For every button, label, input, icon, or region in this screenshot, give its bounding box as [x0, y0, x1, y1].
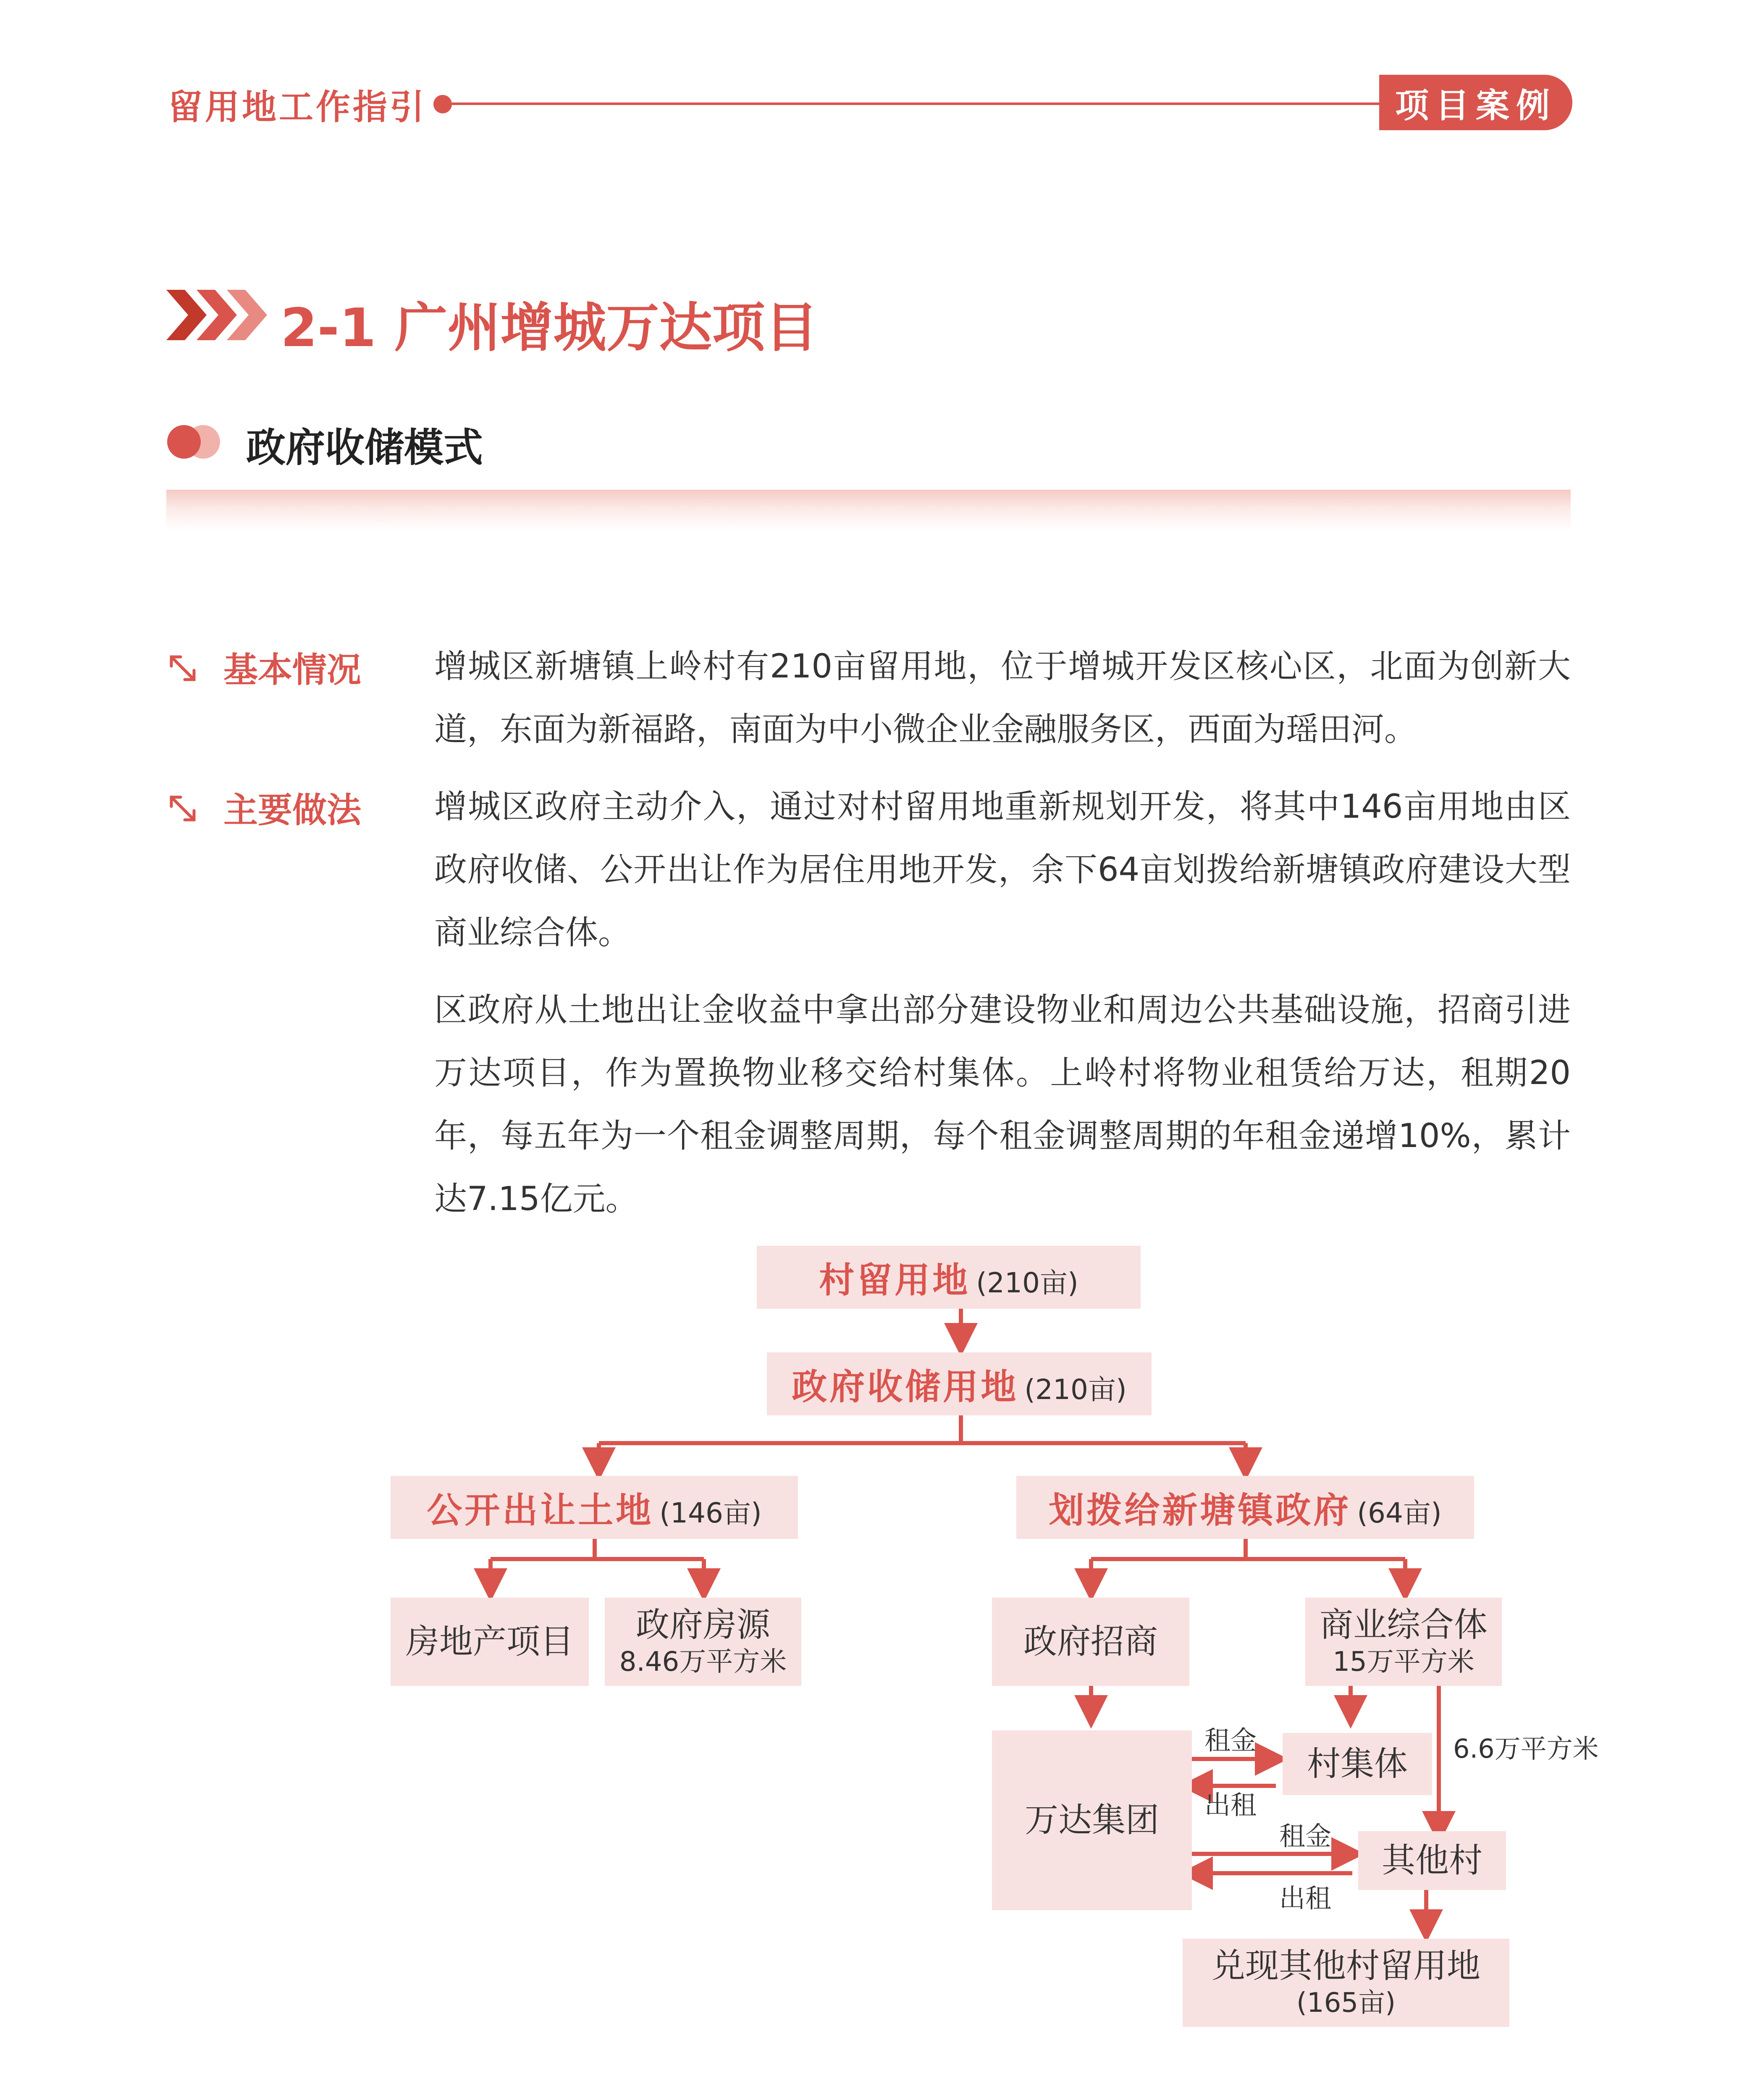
- header-badge: 项目案例: [1379, 75, 1572, 130]
- basic-label: 基本情况: [223, 650, 362, 690]
- method-label: 主要做法: [223, 790, 362, 830]
- flow-village-collective: 村集体: [1283, 1733, 1432, 1795]
- flow-label-lease-2: 出租: [1279, 1883, 1332, 1914]
- method-paragraph-1: 增城区政府主动介入，通过对村留用地重新规划开发，将其中146亩用地由区政府收储、公开出让作为居住用地开发，余下64亩划拨给新塘镇政府建设大型商业综合体。: [434, 788, 1571, 952]
- flow-label-lease-1: 出租: [1204, 1790, 1257, 1820]
- flow-gov-invest: 政府招商: [992, 1598, 1189, 1686]
- basic-text: 增城区新塘镇上岭村有210亩留用地，位于增城开发区核心区，北面为创新大道，东面为新福路，南面为中小微企业金融服务区，西面为瑶田河。: [434, 648, 1571, 748]
- flow-gov-housing: 政府房源 8.46万平方米: [605, 1598, 801, 1686]
- flow-redeem-land: 兑现其他村留用地 (165亩): [1183, 1939, 1509, 2027]
- flow-other-village: 其他村: [1358, 1831, 1506, 1890]
- flow-label-rent-1: 租金: [1204, 1725, 1257, 1756]
- flow-village-land: 村留用地 (210亩): [757, 1246, 1141, 1309]
- flow-gov-reserve: 政府收储用地 (210亩): [767, 1352, 1152, 1415]
- subsection-title: 政府收储模式: [246, 425, 483, 471]
- results-label: [229, 2094, 367, 2100]
- method-paragraph-2: 区政府从土地出让金收益中拿出部分建设物业和周边公共基础设施，招商引进万达项目，作为置换物业移交给村集体。上岭村将物业租赁给万达，租期20年，每五年为一个租金调整周期，每个租金调整周期的年租金递增10%，累计达7.15亿元。: [434, 991, 1571, 1218]
- flow-real-estate: 房地产项目: [391, 1598, 589, 1686]
- flow-wanda-group: 万达集团: [992, 1730, 1192, 1910]
- section-title: 2-1 广州增城万达项目: [281, 297, 818, 359]
- flow-label-rent-2: 租金: [1279, 1821, 1332, 1851]
- flow-label-side-area: 6.6万平方米: [1453, 1733, 1599, 1764]
- flow-commercial-complex: 商业综合体 15万平方米: [1305, 1598, 1502, 1686]
- header-title: 留用地工作指引: [168, 87, 427, 127]
- flow-allocated: 划拨给新塘镇政府 (64亩): [1016, 1476, 1474, 1539]
- flow-public-sale: 公开出让土地 (146亩): [391, 1476, 798, 1539]
